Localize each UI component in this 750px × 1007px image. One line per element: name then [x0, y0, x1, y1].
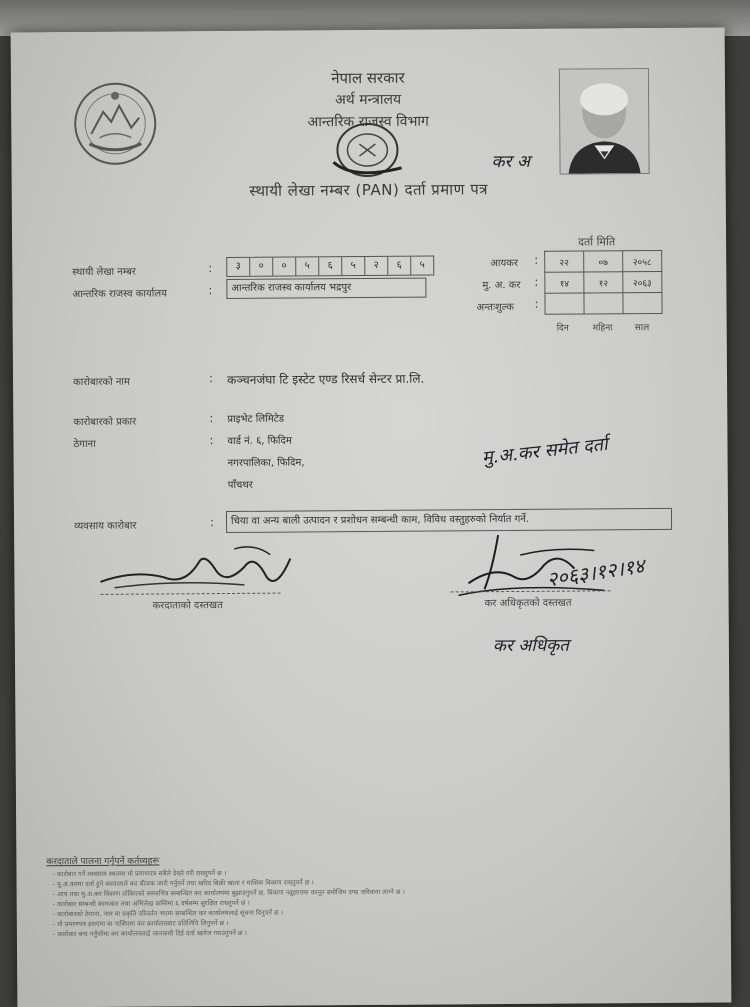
firm-name-colon: :	[208, 371, 214, 386]
reg-date-cell	[623, 292, 662, 313]
reg-colon: :	[534, 274, 539, 289]
reg-date-cell	[545, 293, 584, 314]
pan-colon: :	[208, 261, 213, 276]
address-line-2: नगरपालिका, फिदिम,	[227, 457, 305, 469]
pan-digit: २	[365, 257, 388, 275]
reg-date-cell: २०६३	[623, 271, 662, 292]
reg-colon: :	[534, 252, 539, 267]
notes-line: - आय तथा मु.अ.कर विवरण तोकिएको समयभित्र सम्बन्धित कर कार्यालयमा बुझाउनुपर्ने छ, विवरण नबुझाएमा कानून बमोजिम दण्ड जरिवाना लाग्ने छ ।	[52, 887, 405, 899]
firm-type-colon: :	[209, 411, 214, 426]
notes-line: - कारोबारको ठेगाना, नाम वा प्रकृति परिवर्तन भएमा सम्बन्धित कर कार्यालयलाई सूचना दिनुपर्ने छ ।	[52, 908, 284, 919]
header-line-1: नेपाल सरकार	[331, 68, 405, 88]
address-colon: :	[209, 433, 214, 448]
pan-digit: ५	[419, 259, 425, 271]
reg-vat-label: मु. अ. कर	[482, 279, 521, 292]
registration-date-grid	[544, 250, 662, 315]
business-label: व्यवसाय कारोबार	[74, 520, 137, 533]
firm-type-value: प्राइभेट लिमिटेड	[227, 413, 285, 426]
notes-line: - मु.अ.करमा दर्ता हुने करदाताले कर बीजक जारी गर्नुपर्ने तथा खरिद बिक्री खाता र मासिक विवरण राख्नुपर्ने छ ।	[52, 878, 314, 889]
notes-line: - कारोबार बन्द गर्नुपरेमा कर कार्यालयलाई जानकारी दिई दर्ता खारेज गराउनुपर्ने छ ।	[52, 928, 248, 939]
reg-date-cell: २२	[545, 251, 584, 272]
header-line-2: अर्थ मन्त्रालय	[335, 91, 402, 109]
reg-date-cell: १२	[584, 272, 623, 293]
handwritten-officer-title: कर अधिकृत	[492, 635, 569, 657]
pan-number-boxes	[226, 256, 434, 277]
handwritten-top-mark: कर अ	[491, 151, 530, 173]
business-colon: :	[209, 515, 215, 530]
business-value: चिया वा अन्य बाली उत्पादन र प्रशोधन सम्बन्धी काम, विविध वस्तुहरुको निर्यात गर्ने.	[226, 508, 672, 533]
pan-certificate-paper	[11, 28, 732, 1007]
reg-date-cell: १४	[545, 272, 584, 293]
officer-signature-caption: कर अधिकृतको दस्तखत	[484, 597, 572, 610]
pan-digit: ३	[227, 258, 250, 276]
firm-type-label: कारोबारको प्रकार	[73, 416, 137, 429]
pan-digit: ६	[388, 257, 411, 275]
reg-excise-label: अन्तःशुल्क	[476, 301, 515, 314]
pan-digit: ५	[342, 257, 365, 275]
reg-footer-day: दिन	[556, 323, 569, 334]
pan-digit: ६	[319, 257, 342, 275]
reg-date-cell: ०७	[584, 251, 623, 272]
portrait-image	[560, 69, 649, 174]
notes-title: करदाताले पालना गर्नुपर्ने कर्तव्यहरू	[46, 856, 160, 868]
handwritten-date: २०६३।१२।१४	[545, 553, 647, 592]
firm-name-label: कारोबारको नाम	[73, 376, 131, 389]
firm-name-value: कञ्चनजंघा टि इस्टेट एण्ड रिसर्च सेन्टर प्रा.लि.	[226, 371, 425, 388]
address-label: ठेगाना	[73, 438, 96, 451]
certificate-title: स्थायी लेखा नम्बर (PAN) दर्ता प्रमाण पत्र	[249, 180, 489, 200]
taxpayer-signature-caption: करदाताको दस्तखत	[152, 600, 223, 612]
office-label: आन्तरिक राजस्व कार्यालय	[72, 288, 167, 301]
notes-line: - कारोबार गर्ने व्यवसाय स्थलमा यो प्रमाणपत्र सबैले देख्ने गरी राख्नुपर्ने छ ।	[52, 869, 227, 879]
taxpayer-signature	[94, 541, 294, 598]
pan-digit: ०	[273, 258, 296, 276]
reg-date-cell	[584, 293, 623, 314]
pan-digit: ५	[296, 257, 319, 275]
notes-line: - यो प्रमाणपत्र हराएमा वा नासिएमा कर कार्यालयबाट प्रतिलिपि लिनुपर्ने छ ।	[52, 919, 229, 929]
address-line-3: पाँचथर	[227, 479, 253, 491]
owner-photo	[559, 68, 650, 175]
reg-date-heading: दर्ता मिति	[578, 235, 616, 249]
handwritten-register-note: मु.अ.कर समेत दर्ता	[480, 433, 609, 469]
reg-colon: :	[534, 296, 539, 311]
taxpayer-duties-notes	[46, 850, 697, 939]
office-colon: :	[208, 283, 213, 298]
pan-label: स्थायी लेखा नम्बर	[72, 266, 136, 279]
reg-footer-year: साल	[634, 323, 650, 334]
notes-line: - कारोबार सम्बन्धी कागजात तथा अभिलेख कम्तिमा ६ वर्षसम्म सुरक्षित राख्नुपर्ने छ ।	[52, 898, 250, 909]
reg-income-tax-label: आयकर	[490, 257, 519, 270]
office-value: आन्तरिक राजस्व कार्यालय भद्रपुर	[226, 278, 426, 299]
address-line-1: वार्ड नं. ६, फिदिम	[227, 435, 292, 448]
header-line-3: आन्तरिक राजस्व विभाग	[307, 113, 429, 131]
reg-date-cell: २०५८	[623, 250, 662, 271]
pan-digit: ०	[250, 258, 273, 276]
office-seal-stamp	[323, 110, 410, 185]
reg-footer-month: महिना	[592, 323, 613, 334]
